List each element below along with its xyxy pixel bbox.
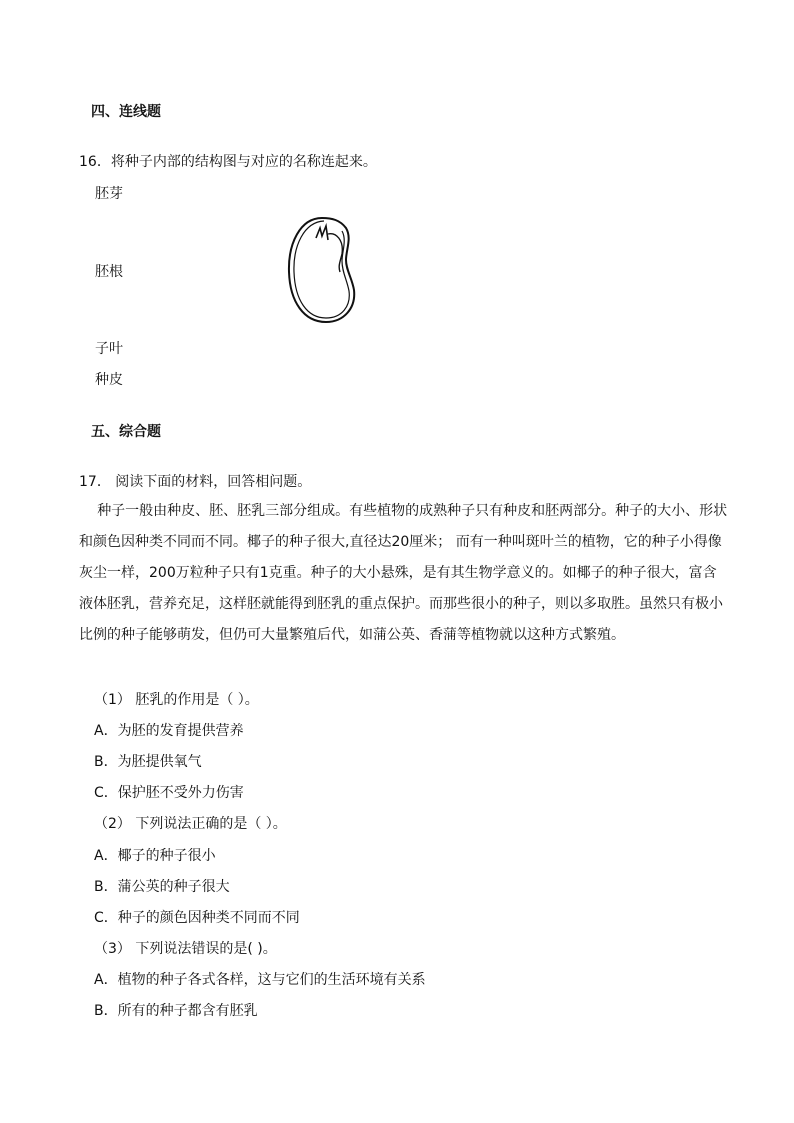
question-text: 将种子内部的结构图与对应的名称连起来。 — [110, 154, 377, 170]
sub2-option-c: C．种子的颜色因种类不同而不同 — [94, 910, 300, 926]
sub1-option-a: A．为胚的发育提供营养 — [94, 723, 244, 739]
sub1-option-c: C．保护胚不受外力伤害 — [94, 785, 244, 801]
question-number: 17． — [79, 474, 111, 490]
material-paragraph: 种子一般由种皮、胚、胚乳三部分组成。有些植物的成熟种子只有种皮和胚两部分。种子的大小、形状和颜色因种类不同而不同。椰子的种子很大,直径达20厘米； 而有一种叫斑叶兰的植物，它的种子小得像灰尘一样，200万粒种子只有1克重。种子的大小悬殊，是有其生物学意义的。如椰子的种子很大，富含液体胚乳，营养充足，这样胚就能得到胚乳的重点保护。而那些很小的种子，则以多取胜。虽然只有极小比例的种子能够萌发，但仍可大量繁殖后代，如蒲公英、香蒲等植物就以这种方式繁殖。 — [79, 503, 728, 643]
seed-structure-diagram — [282, 214, 362, 326]
question-16 — [79, 151, 377, 171]
sub1-option-b: B．为胚提供氧气 — [94, 754, 202, 770]
sub-question-2: （2） 下列说法正确的是（ ）。 — [94, 816, 287, 832]
label-embryo-bud: 胚芽 — [95, 186, 123, 202]
question-number: 16． — [79, 154, 111, 170]
sub-question-3: （3） 下列说法错误的是( )。 — [94, 941, 277, 957]
sub2-option-b: B．蒲公英的种子很大 — [94, 879, 230, 895]
section-title-4: 四、连线题 — [91, 104, 161, 120]
question-text: 阅读下面的材料，回答相问题。 — [115, 474, 312, 490]
reading-material — [79, 496, 729, 651]
label-cotyledon: 子叶 — [95, 341, 123, 357]
sub2-option-a: A．椰子的种子很小 — [94, 848, 216, 864]
sub3-option-b: B．所有的种子都含有胚乳 — [94, 1003, 258, 1019]
label-seed-coat: 种皮 — [95, 372, 123, 388]
section-title-5: 五、综合题 — [91, 424, 161, 440]
sub3-option-a: A．植物的种子各式各样，这与它们的生活环境有关系 — [94, 972, 426, 988]
sub-question-1: （1） 胚乳的作用是（ ）。 — [94, 692, 259, 708]
label-embryo-root: 胚根 — [95, 264, 123, 280]
question-17 — [79, 471, 311, 491]
